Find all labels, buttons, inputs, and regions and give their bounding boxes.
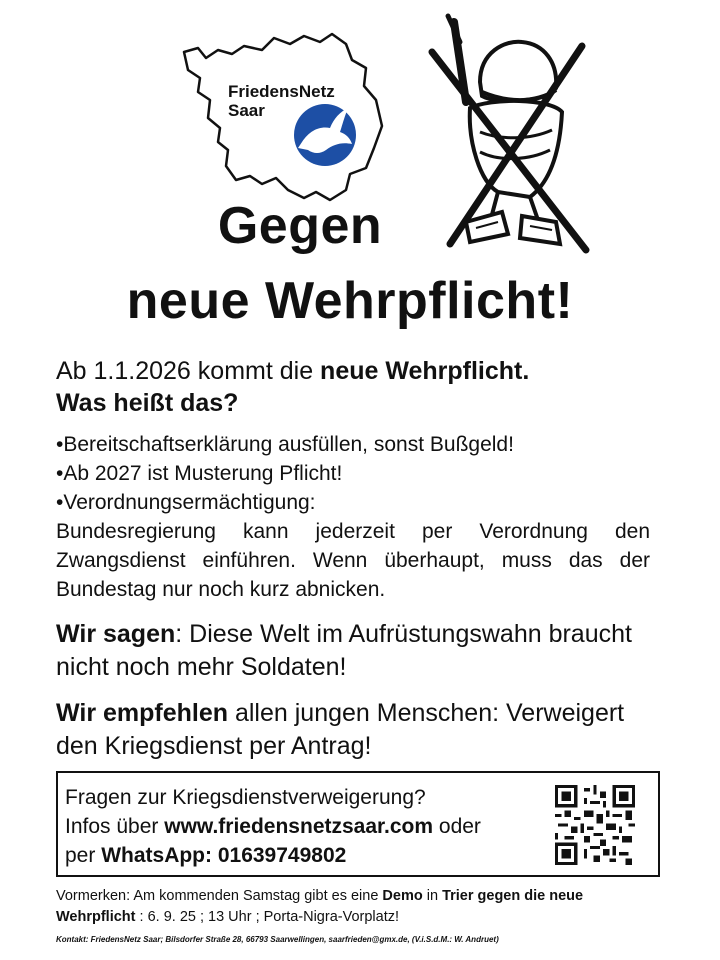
info-line-2-suffix: oder bbox=[433, 815, 481, 838]
event-note-part-3: : 6. 9. 25 ; 13 Uhr ; Porta-Nigra-Vorplatz! bbox=[135, 909, 400, 925]
info-box bbox=[56, 771, 660, 877]
intro-paragraph bbox=[56, 355, 656, 419]
whatsapp-number[interactable]: WhatsApp: 01639749802 bbox=[101, 844, 347, 867]
info-line-3-prefix: per bbox=[65, 844, 102, 867]
recommendation-bold: Wir empfehlen bbox=[56, 699, 229, 727]
headline-line-1: Gegen bbox=[217, 197, 383, 255]
contact-line: Kontakt: FriedensNetz Saar; Bilsdorfer Straße 28, 66793 Saarwellingen, saarfrieden@gmx.de, (V.i.S.d.M.: W. Andruet) bbox=[56, 935, 499, 944]
logo-line-1: FriedensNetz bbox=[228, 82, 335, 101]
bullet-item: •Ab 2027 ist Musterung Pflicht! bbox=[56, 462, 343, 485]
bullet-detail: Bundesregierung kann jederzeit per Verordnung den Zwangsdienst einführen. Wenn überhaupt, muss das der Bundestag nur noch kurz abnicken. bbox=[56, 520, 650, 601]
intro-prefix: Ab 1.1.2026 kommt die bbox=[56, 357, 321, 385]
statement-paragraph bbox=[56, 618, 656, 684]
bullet-item: •Verordnungsermächtigung: bbox=[56, 491, 316, 514]
event-note bbox=[56, 886, 666, 928]
headline-line-2: neue Wehrpflicht! bbox=[126, 272, 574, 330]
logo-title bbox=[228, 82, 335, 120]
website-link[interactable]: www.friedensnetzsaar.com bbox=[164, 815, 434, 838]
intro-bold: neue Wehrpflicht. bbox=[320, 357, 530, 385]
statement-text: : Diese Welt im Aufrüstungswahn braucht nicht noch mehr Soldaten! bbox=[56, 620, 632, 681]
friedensnetz-logo bbox=[170, 30, 400, 205]
recommendation-text: allen jungen Menschen: Verweigert den Kriegsdienst per Antrag! bbox=[56, 699, 625, 760]
event-note-part-2: in bbox=[422, 888, 443, 904]
info-box-text bbox=[65, 783, 481, 870]
statement-bold: Wir sagen bbox=[56, 620, 176, 648]
intro-question: Was heißt das? bbox=[56, 389, 239, 417]
info-line-3 bbox=[65, 841, 481, 870]
event-note-part-1: Vormerken: Am kommenden Samstag gibt es eine bbox=[56, 888, 383, 904]
event-demo: Demo bbox=[382, 888, 423, 904]
info-line-2 bbox=[65, 812, 481, 841]
logo-line-2: Saar bbox=[228, 101, 265, 120]
info-line-2-prefix: Infos über bbox=[65, 815, 165, 838]
event-place: Trier gegen die neue Wehrpflicht bbox=[56, 888, 584, 925]
bullet-list bbox=[56, 430, 650, 604]
recommendation-paragraph bbox=[56, 697, 656, 763]
bullet-item: •Bereitschaftserklärung ausfüllen, sonst Bußgeld! bbox=[56, 433, 514, 456]
info-line-1: Fragen zur Kriegsdienstverweigerung? bbox=[65, 786, 426, 809]
qr-code-icon[interactable] bbox=[555, 785, 635, 865]
